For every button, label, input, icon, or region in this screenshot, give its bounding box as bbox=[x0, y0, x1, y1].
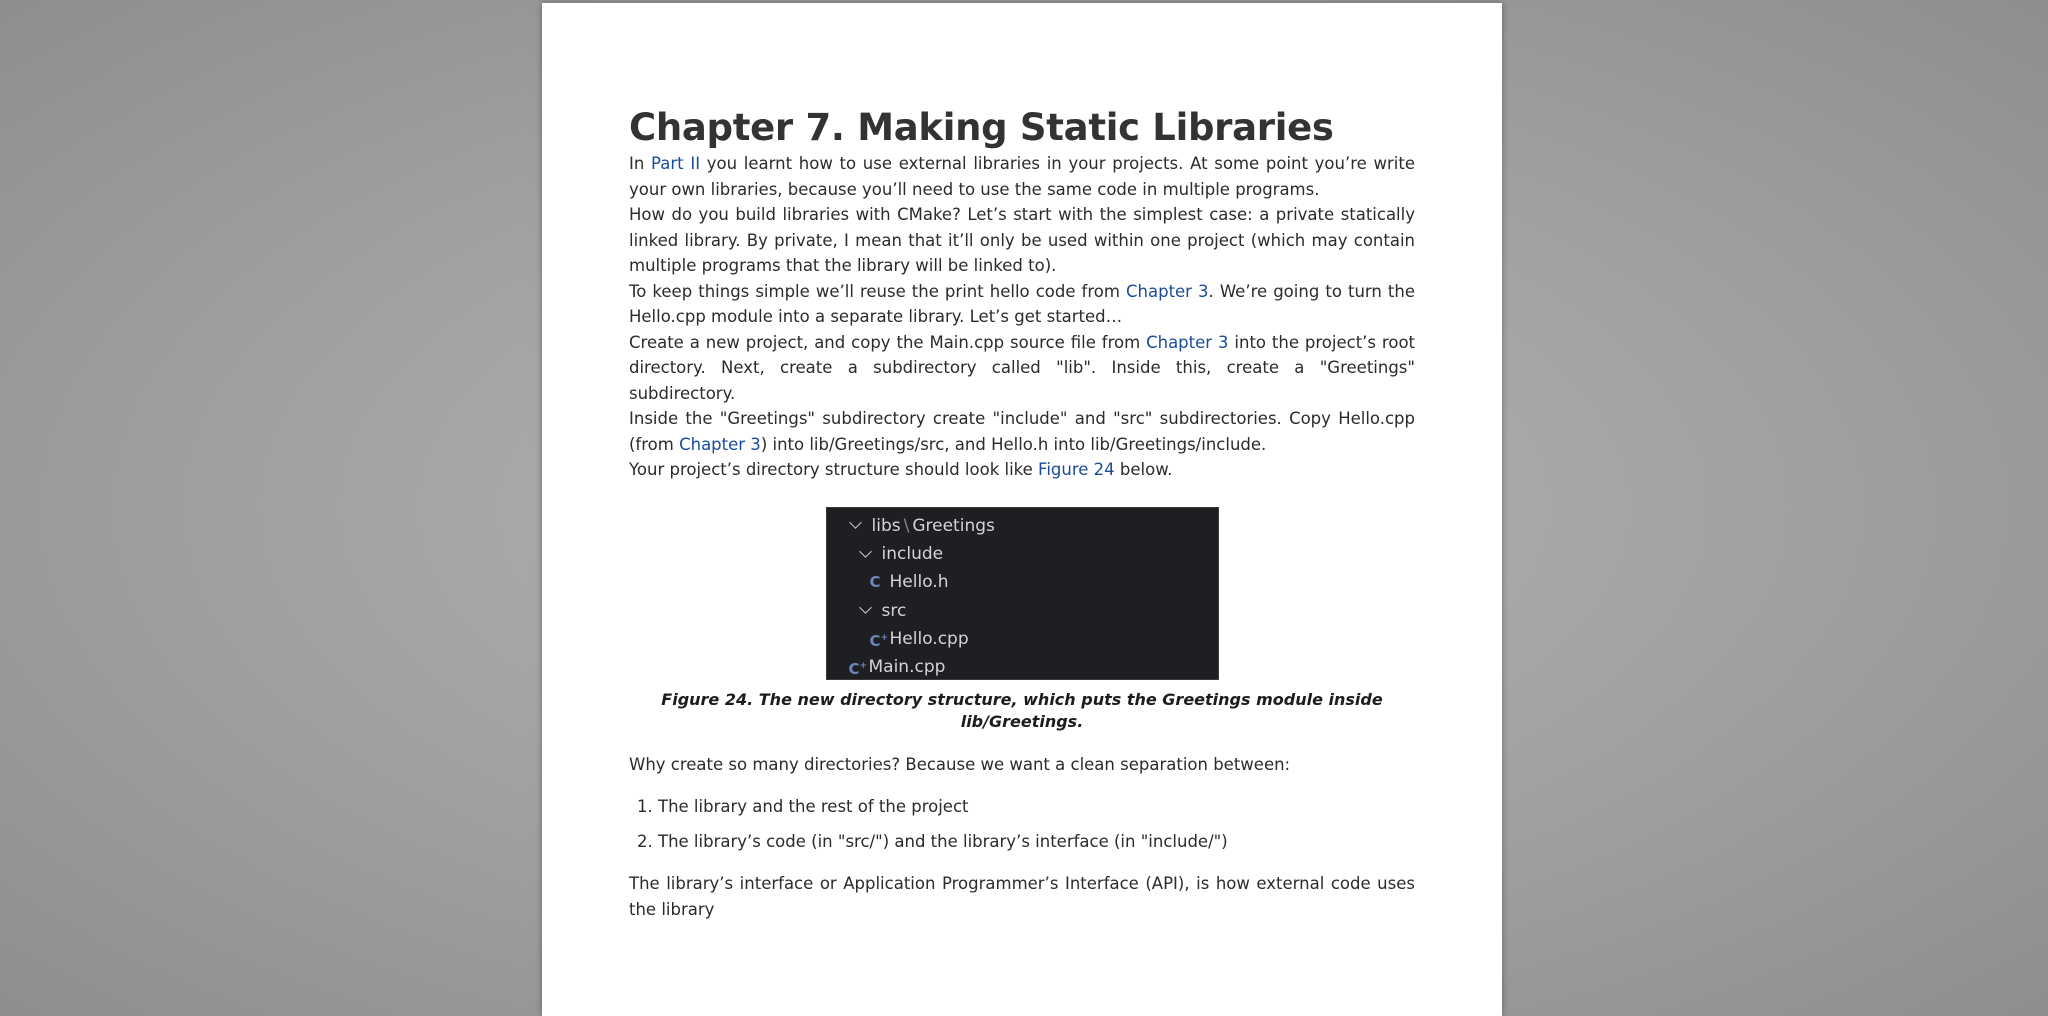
figure-24 bbox=[629, 507, 1415, 733]
icon-glyph: C bbox=[869, 631, 881, 650]
paragraph-reuse-code bbox=[629, 279, 1415, 330]
cpp-file-icon bbox=[870, 624, 890, 655]
cpp-file-icon bbox=[849, 652, 869, 683]
icon-glyph: C bbox=[848, 659, 860, 678]
tree-label: include bbox=[881, 543, 944, 564]
tree-row-hello-cpp bbox=[827, 625, 1218, 653]
paragraph-build-libraries: How do you build libraries with CMake? Let’s start with the simplest case: a private statically linked library. By private, I mean that it’ll only be used within one project (which may contain multiple programs that the library will be linked to). bbox=[629, 205, 1415, 275]
icon-glyph: + bbox=[880, 632, 889, 643]
tree-row-hello-h bbox=[827, 568, 1218, 596]
chevron-down-icon bbox=[849, 516, 862, 529]
text-run: below. bbox=[1114, 460, 1173, 479]
link-chapter-3[interactable]: Chapter 3 bbox=[1146, 332, 1229, 352]
tree-label: libs bbox=[871, 515, 901, 536]
paragraph-subdirectories bbox=[629, 406, 1415, 457]
text-run: into the project’s root directory. Next, create a subdirectory called "lib". Inside this, create a "Greetings" subdirectory. bbox=[629, 332, 1416, 403]
text-run: . We’re going to turn the Hello.cpp module into a separate library. Let’s get started… bbox=[629, 281, 1415, 326]
directory-tree-image bbox=[826, 507, 1219, 680]
paragraph-api: The library’s interface or Application Programmer’s Interface (API), is how external code uses the library bbox=[629, 874, 1415, 919]
icon-glyph: + bbox=[859, 660, 868, 671]
tree-label: Greetings bbox=[912, 515, 995, 536]
link-figure-24[interactable]: Figure 24 bbox=[1038, 460, 1115, 479]
paragraph-intro bbox=[629, 151, 1415, 202]
c-header-file-icon: C bbox=[869, 573, 881, 592]
tree-label: Hello.h bbox=[889, 572, 949, 593]
text-run: you learnt how to use external libraries in your projects. At some point you’re write your own libraries, because you’ll need to use the same code in multiple programs. bbox=[629, 154, 1415, 199]
tree-row-main-cpp bbox=[827, 653, 1218, 681]
tree-label: src bbox=[881, 600, 907, 621]
text-run: ) into lib/Greetings/src, and Hello.h into lib/Greetings/include. bbox=[760, 434, 1267, 454]
text-run: Your project’s directory structure should look like bbox=[629, 460, 1039, 479]
text-run: In bbox=[629, 154, 652, 173]
list-item: 1. The library and the rest of the project bbox=[658, 794, 1415, 820]
figure-caption: Figure 24. The new directory structure, which puts the Greetings module inside lib/Greetings. bbox=[661, 689, 1383, 731]
link-part-ii[interactable]: Part II bbox=[651, 154, 701, 173]
text-run: Create a new project, and copy the Main.cpp source file from bbox=[629, 332, 1147, 352]
chevron-down-icon bbox=[859, 601, 872, 614]
document-page bbox=[542, 3, 1502, 1016]
tree-row-src bbox=[827, 597, 1218, 625]
text-run: To keep things simple we’ll reuse the print hello code from bbox=[629, 281, 1126, 301]
chevron-down-icon bbox=[859, 545, 872, 558]
paragraph-why-directories: Why create so many directories? Because we want a clean separation between: bbox=[629, 754, 1291, 774]
link-chapter-3[interactable]: Chapter 3 bbox=[1126, 281, 1209, 301]
paragraph-create-project bbox=[629, 330, 1415, 407]
list-item: 2. The library’s code (in "src/") and the library’s interface (in "include/") bbox=[658, 829, 1415, 855]
separation-list bbox=[629, 794, 1415, 854]
tree-label: Hello.cpp bbox=[889, 629, 969, 650]
paragraph-directory-structure bbox=[629, 457, 1415, 483]
link-chapter-3[interactable]: Chapter 3 bbox=[679, 434, 761, 454]
chapter-title: Chapter 7. Making Static Libraries bbox=[629, 106, 1334, 149]
tree-label: Main.cpp bbox=[868, 657, 946, 678]
text-run: Inside the "Greetings" subdirectory create "include" and "src" subdirectories. Copy Hello.cpp (from bbox=[629, 409, 1415, 454]
tree-row-libs-greetings bbox=[827, 512, 1218, 540]
tree-row-include bbox=[827, 540, 1218, 568]
path-separator: \ bbox=[903, 515, 910, 536]
